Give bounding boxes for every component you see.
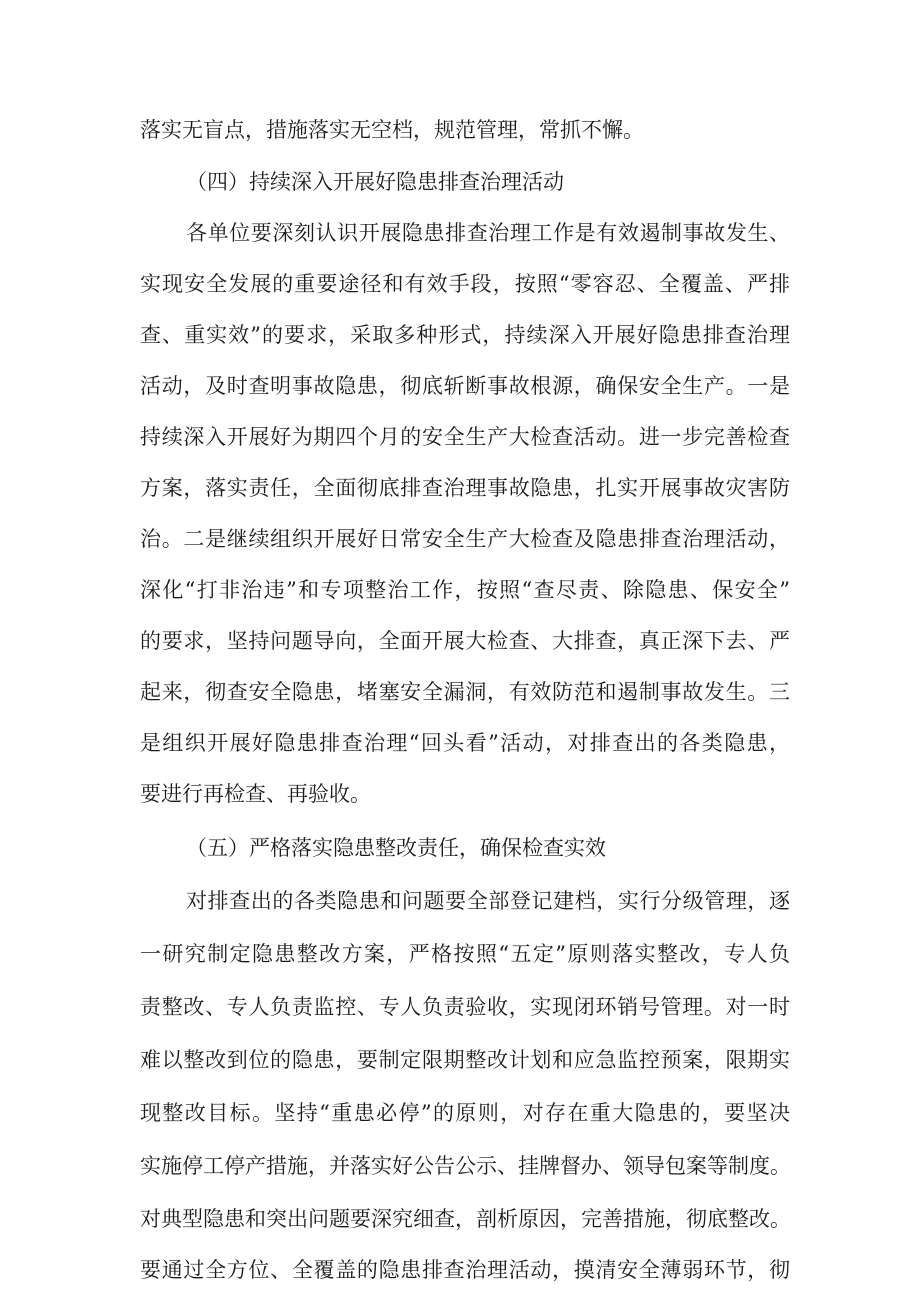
- paragraph-line: 要进行再检查、再验收。: [140, 782, 371, 806]
- paragraph-line: 现整改目标。坚持“重患必停”的原则，对存在重大隐患的，要坚决: [140, 1101, 790, 1125]
- paragraph-line: 各单位要深刻认识开展隐患排查治理工作是有效遏制事故发生、: [186, 221, 790, 245]
- paragraph-line: 起来，彻查安全隐患，堵塞安全漏洞，有效防范和遏制事故发生。三: [140, 680, 790, 704]
- section-heading-4: （四）持续深入开展好隐患排查治理活动: [186, 170, 564, 194]
- paragraph-line: 难以整改到位的隐患，要制定限期整改计划和应急监控预案，限期实: [140, 1048, 790, 1072]
- paragraph-line: 对典型隐患和突出问题要深究细查，剖析原因，完善措施，彻底整改。: [140, 1207, 791, 1231]
- paragraph-line: 是组织开展好隐患排查治理“回头看”活动，对排查出的各类隐患，: [140, 731, 790, 755]
- paragraph-line: 持续深入开展好为期四个月的安全生产大检查活动。进一步完善检查: [140, 425, 790, 449]
- paragraph-line: 落实无盲点，措施落实无空档，规范管理，常抓不懈。: [140, 118, 644, 142]
- paragraph-line: 查、重实效”的要求，采取多种形式，持续深入开展好隐患排查治理: [140, 323, 790, 347]
- paragraph-line: 一研究制定隐患整改方案，严格按照“五定”原则落实整改，专人负: [140, 942, 790, 966]
- paragraph-line: 的要求，坚持问题导向，全面开展大检查、大排查，真正深下去、严: [140, 629, 790, 653]
- section-heading-5: （五）严格落实隐患整改责任，确保检查实效: [186, 836, 606, 860]
- paragraph-line: 责整改、专人负责监控、专人负责验收，实现闭环销号管理。对一时: [140, 995, 790, 1019]
- paragraph-line: 实现安全发展的重要途径和有效手段，按照“零容忍、全覆盖、严排: [140, 272, 790, 296]
- paragraph-line: 实施停工停产措施，并落实好公告公示、挂牌督办、领导包案等制度。: [140, 1154, 791, 1178]
- paragraph-line: 方案，落实责任，全面彻底排查治理事故隐患，扎实开展事故灾害防: [140, 476, 790, 500]
- paragraph-line: 深化“打非治违”和专项整治工作，按照“查尽责、除隐患、保安全”: [140, 578, 790, 602]
- paragraph-line: 活动，及时查明事故隐患，彻底斩断事故根源，确保安全生产。一是: [140, 374, 790, 398]
- paragraph-line: 对排查出的各类隐患和问题要全部登记建档，实行分级管理，逐: [186, 889, 790, 913]
- paragraph-line: 治。二是继续组织开展好日常安全生产大检查及隐患排查治理活动，: [140, 527, 790, 551]
- paragraph-line: 要通过全方位、全覆盖的隐患排查治理活动，摸清安全薄弱环节，彻: [140, 1258, 790, 1282]
